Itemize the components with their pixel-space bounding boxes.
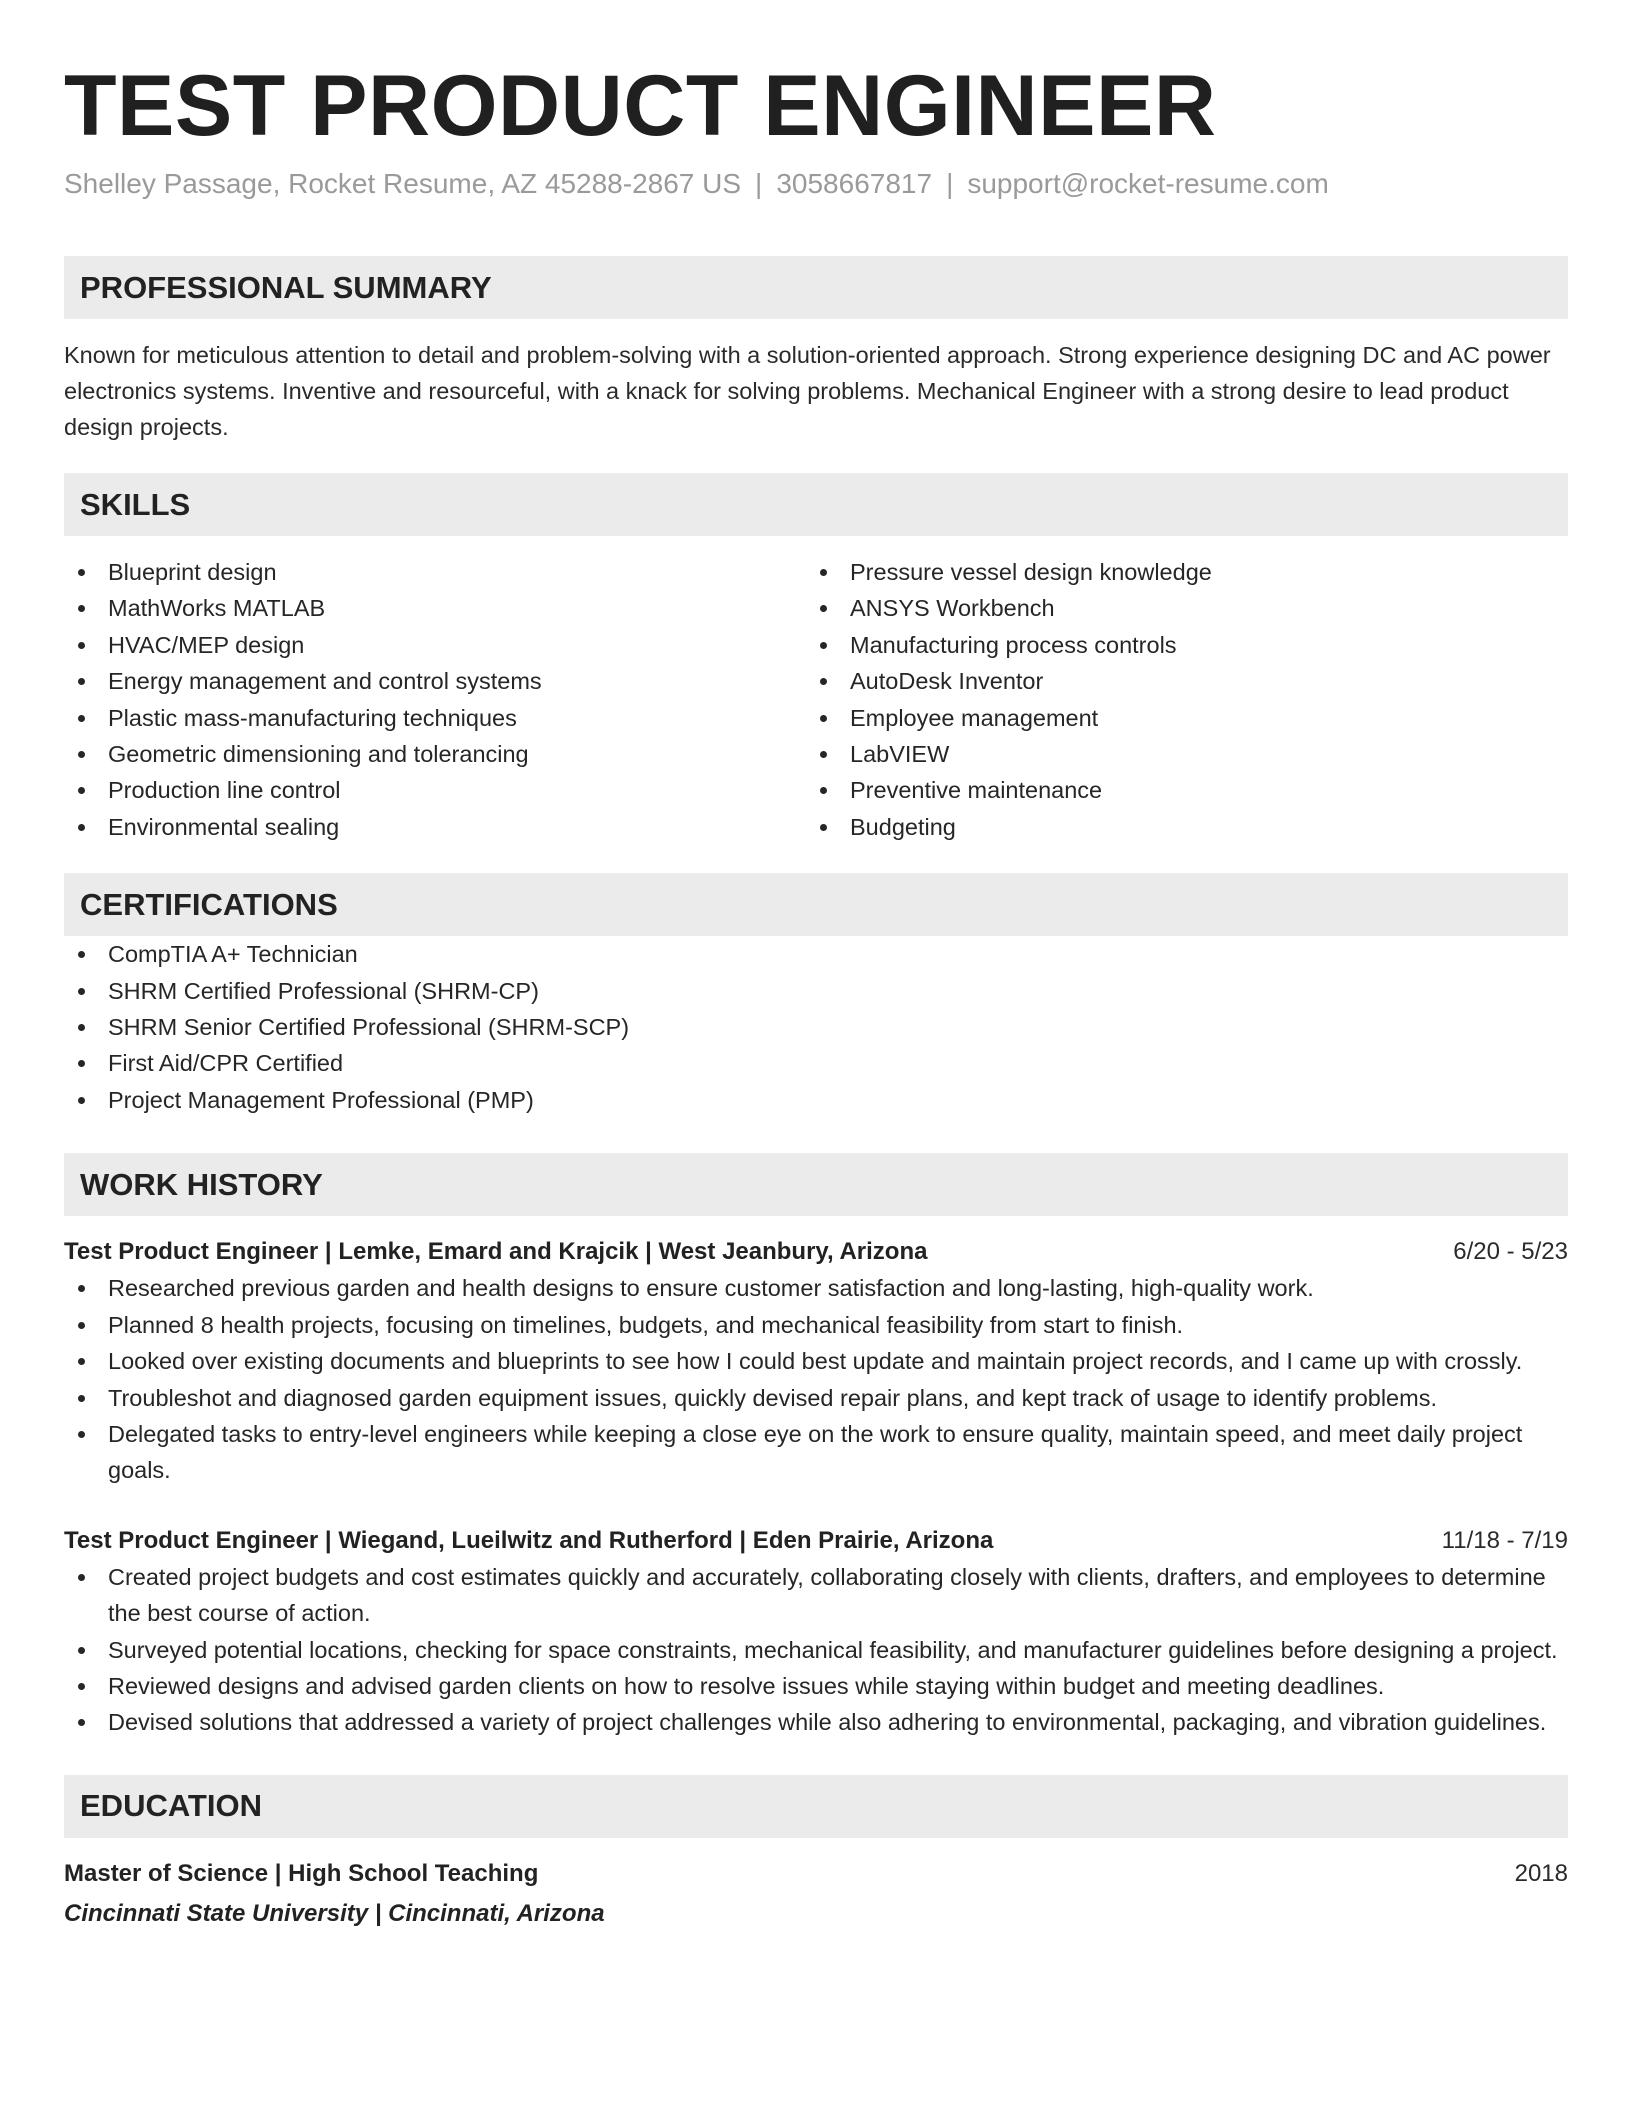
contact-address: Shelley Passage, Rocket Resume, AZ 45288-2867 US: [64, 168, 742, 199]
section-header-skills: SKILLS: [64, 473, 1568, 536]
job-title: Test Product Engineer | Wiegand, Lueilwitz and Rutherford | Eden Prairie, Arizona: [64, 1526, 994, 1554]
skill-item: Production line control: [64, 772, 806, 808]
skills-list-right: [806, 554, 1548, 845]
certifications-list: [64, 936, 1568, 1118]
skills-grid: [64, 554, 1568, 845]
skill-item: Employee management: [806, 700, 1548, 736]
skill-item: Pressure vessel design knowledge: [806, 554, 1548, 590]
certification-item: CompTIA A+ Technician: [64, 936, 1568, 972]
education-school: Cincinnati State University | Cincinnati, Arizona: [64, 1899, 605, 1927]
skill-item: Energy management and control systems: [64, 663, 806, 699]
section-header-certifications: CERTIFICATIONS: [64, 873, 1568, 936]
certification-item: First Aid/CPR Certified: [64, 1045, 1568, 1081]
job-bullet: Troubleshot and diagnosed garden equipment issues, quickly devised repair plans, and kept track of usage to identify problems.: [64, 1380, 1568, 1416]
contact-line: [64, 166, 1568, 202]
skills-list-left: [64, 554, 806, 845]
skill-item: AutoDesk Inventor: [806, 663, 1548, 699]
job-heading: [64, 1234, 1568, 1270]
job-bullet-list: [64, 1270, 1568, 1488]
contact-separator: |: [946, 168, 954, 199]
education-year: 2018: [1514, 1859, 1568, 1887]
section-header-summary: PROFESSIONAL SUMMARY: [64, 256, 1568, 319]
job-bullet-list: [64, 1559, 1568, 1741]
contact-separator: |: [755, 168, 763, 199]
skill-item: ANSYS Workbench: [806, 590, 1548, 626]
skill-item: HVAC/MEP design: [64, 627, 806, 663]
job-bullet: Researched previous garden and health designs to ensure customer satisfaction and long-lasting, high-quality work.: [64, 1270, 1568, 1306]
skills-column-right: [806, 554, 1548, 845]
certification-item: SHRM Senior Certified Professional (SHRM-SCP): [64, 1009, 1568, 1045]
skill-item: Manufacturing process controls: [806, 627, 1548, 663]
job-dates: 11/18 - 7/19: [1441, 1526, 1568, 1554]
section-header-work-history: WORK HISTORY: [64, 1153, 1568, 1216]
job-dates: 6/20 - 5/23: [1453, 1238, 1568, 1266]
job-bullet: Looked over existing documents and blueprints to see how I could best update and maintain project records, and I came up with crossly.: [64, 1343, 1568, 1379]
resume-name: TEST PRODUCT ENGINEER: [64, 58, 1217, 154]
skill-item: Budgeting: [806, 809, 1548, 845]
job-bullet: Reviewed designs and advised garden clients on how to resolve issues while staying within budget and meeting deadlines.: [64, 1668, 1568, 1704]
skill-item: Environmental sealing: [64, 809, 806, 845]
skill-item: LabVIEW: [806, 736, 1548, 772]
job-bullet: Devised solutions that addressed a variety of project challenges while also adhering to environmental, packaging, and vibration guidelines.: [64, 1704, 1568, 1740]
skill-item: Geometric dimensioning and tolerancing: [64, 736, 806, 772]
skill-item: Blueprint design: [64, 554, 806, 590]
certification-item: Project Management Professional (PMP): [64, 1082, 1568, 1118]
section-header-education: EDUCATION: [64, 1775, 1568, 1838]
job-bullet: Created project budgets and cost estimates quickly and accurately, collaborating closely with clients, drafters, and employees to determine the best course of action.: [64, 1559, 1568, 1632]
education-degree: Master of Science | High School Teaching: [64, 1859, 539, 1887]
skill-item: MathWorks MATLAB: [64, 590, 806, 626]
skill-item: Plastic mass-manufacturing techniques: [64, 700, 806, 736]
education-heading: [64, 1856, 1568, 1892]
summary-text: Known for meticulous attention to detail and problem-solving with a solution-oriented approach. Strong experience designing DC and AC power electronics systems. Inventive and resourceful, with a knack for solving problems. Mechanical Engineer with a strong desire to lead product design projects.: [64, 342, 1551, 440]
job-bullet: Surveyed potential locations, checking for space constraints, mechanical feasibility, and manufacturer guidelines before designing a project.: [64, 1632, 1568, 1668]
job-heading: [64, 1523, 1568, 1559]
certification-item: SHRM Certified Professional (SHRM-CP): [64, 973, 1568, 1009]
skills-column-left: [64, 554, 806, 845]
contact-email: support@rocket-resume.com: [967, 168, 1329, 199]
job-bullet: Planned 8 health projects, focusing on timelines, budgets, and mechanical feasibility from start to finish.: [64, 1307, 1568, 1343]
job-title: Test Product Engineer | Lemke, Emard and Krajcik | West Jeanbury, Arizona: [64, 1238, 928, 1266]
contact-phone: 3058667817: [776, 168, 933, 199]
skill-item: Preventive maintenance: [806, 772, 1548, 808]
job-bullet: Delegated tasks to entry-level engineers while keeping a close eye on the work to ensure quality, maintain speed, and meet daily project goals.: [64, 1416, 1568, 1489]
